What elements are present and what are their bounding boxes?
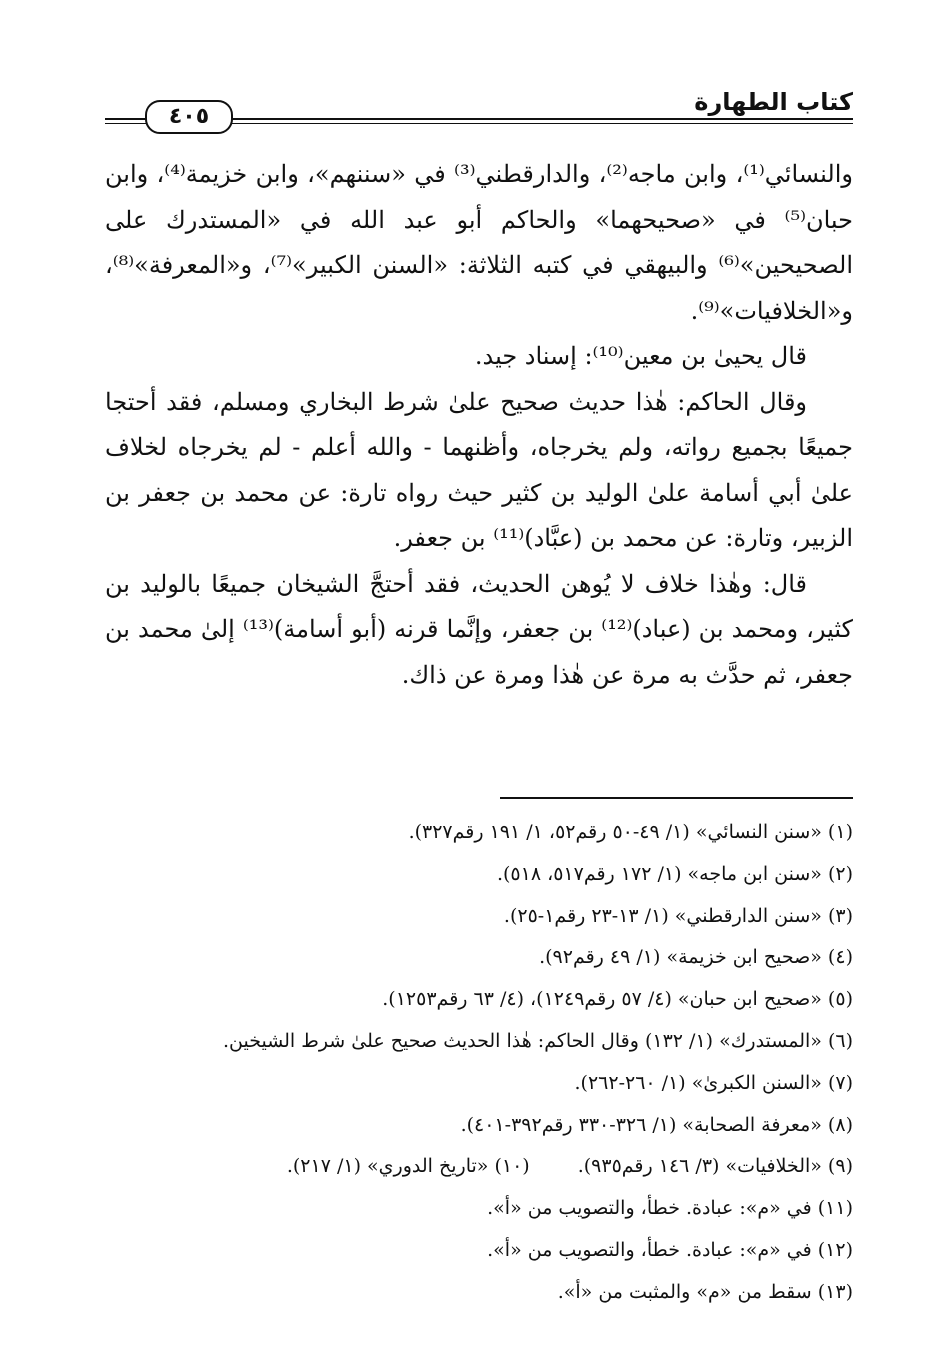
footnote-row-9-10 [105,1146,853,1188]
footnote-11: (١١) في «م»: عبادة. خطأ، والتصويب من «أ». [487,1197,853,1220]
footnote-10: (١٠) «تاريخ الدوري» (١/ ٢١٧). [286,1155,530,1178]
footnote-5: (٥) «صحيح ابن حبان» (٤/ ٥٧ رقم١٢٤٩)، (٤/ ٦٣ رقم١٢٥٣). [382,988,853,1011]
paragraph-1: والنسائي⁽¹⁾، وابن ماجه⁽²⁾، والدارقطني⁽³⁾ في «سننهم»، وابن خزيمة⁽⁴⁾، وابن حبان⁽⁵⁾ في «صحيحهما» والحاكم أبو عبد الله في «المستدرك على الصحيحين»⁽⁶⁾ والبيهقي في كتبه الثلاثة: «السنن الكبير»⁽⁷⁾، و«المعرفة»⁽⁸⁾، و«الخلافيات»⁽⁹⁾. [105,160,854,325]
main-text [105,152,853,698]
footnotes [105,812,853,1314]
running-title: كتاب الطهارة [694,88,853,116]
page-header [105,78,853,134]
footnote-7: (٧) «السنن الكبرىٰ» (١/ ٢٦٠-٢٦٢). [574,1071,853,1094]
footnote-4: (٤) «صحيح ابن خزيمة» (١/ ٤٩ رقم٩٢). [539,946,853,969]
paragraph-4: قال: وهٰذا خلاف لا يُوهن الحديث، فقد أحتجَّ الشيخان جميعًا بالوليد بن كثير، ومحمد بن (عباد)⁽¹²⁾ بن جعفر، وإنَّما قرنه (أبو أسامة)⁽¹³⁾ إلىٰ محمد بن جعفر، ثم حدَّث به مرة عن هٰذا ومرة عن ذاك. [105,569,853,689]
paragraph-2: قال يحيىٰ بن معين⁽¹⁰⁾: إسناد جيد. [474,342,807,370]
footnote-13: (١٣) سقط من «م» والمثبت من «أ». [557,1280,853,1303]
footnote-6: (٦) «المستدرك» (١/ ١٣٢) وقال الحاكم: هٰذا الحديث صحيح علىٰ شرط الشيخين. [222,1029,853,1052]
footnote-9: (٩) «الخلافيات» (٣/ ١٤٦ رقم٩٣٥). [577,1155,853,1178]
footnote-3: (٣) «سنن الدارقطني» (١/ ١٣-٢٣ رقم١-٢٥). [503,904,853,927]
footnote-separator [500,797,853,799]
footnote-12: (١٢) في «م»: عبادة. خطأ، والتصويب من «أ». [487,1238,853,1261]
footnote-1: (١) «سنن النسائي» (١/ ٤٩-٥٠ رقم٥٢، ١/ ١٩١ رقم٣٢٧). [408,821,853,843]
footnote-2: (٢) «سنن ابن ماجه» (١/ ١٧٢ رقم٥١٧، ٥١٨). [496,862,853,885]
page-number: ٤٠٥ [145,100,233,134]
paragraph-3: وقال الحاكم: هٰذا حديث صحيح علىٰ شرط البخاري ومسلم، فقد أحتجا جميعًا بجميع رواته، ولم يخرجاه، وأظنهما - والله أعلم - لم يخرجاه لخلاف علىٰ أبي أسامة علىٰ الوليد بن كثير حيث رواه تارة: عن محمد بن جعفر بن الزبير، وتارة: عن محمد بن (عبَّاد)⁽¹¹⁾ بن جعفر. [105,387,853,552]
footnote-8: (٨) «معرفة الصحابة» (١/ ٣٢٦-٣٣٠ رقم٣٩٢-٤٠١). [460,1113,853,1136]
